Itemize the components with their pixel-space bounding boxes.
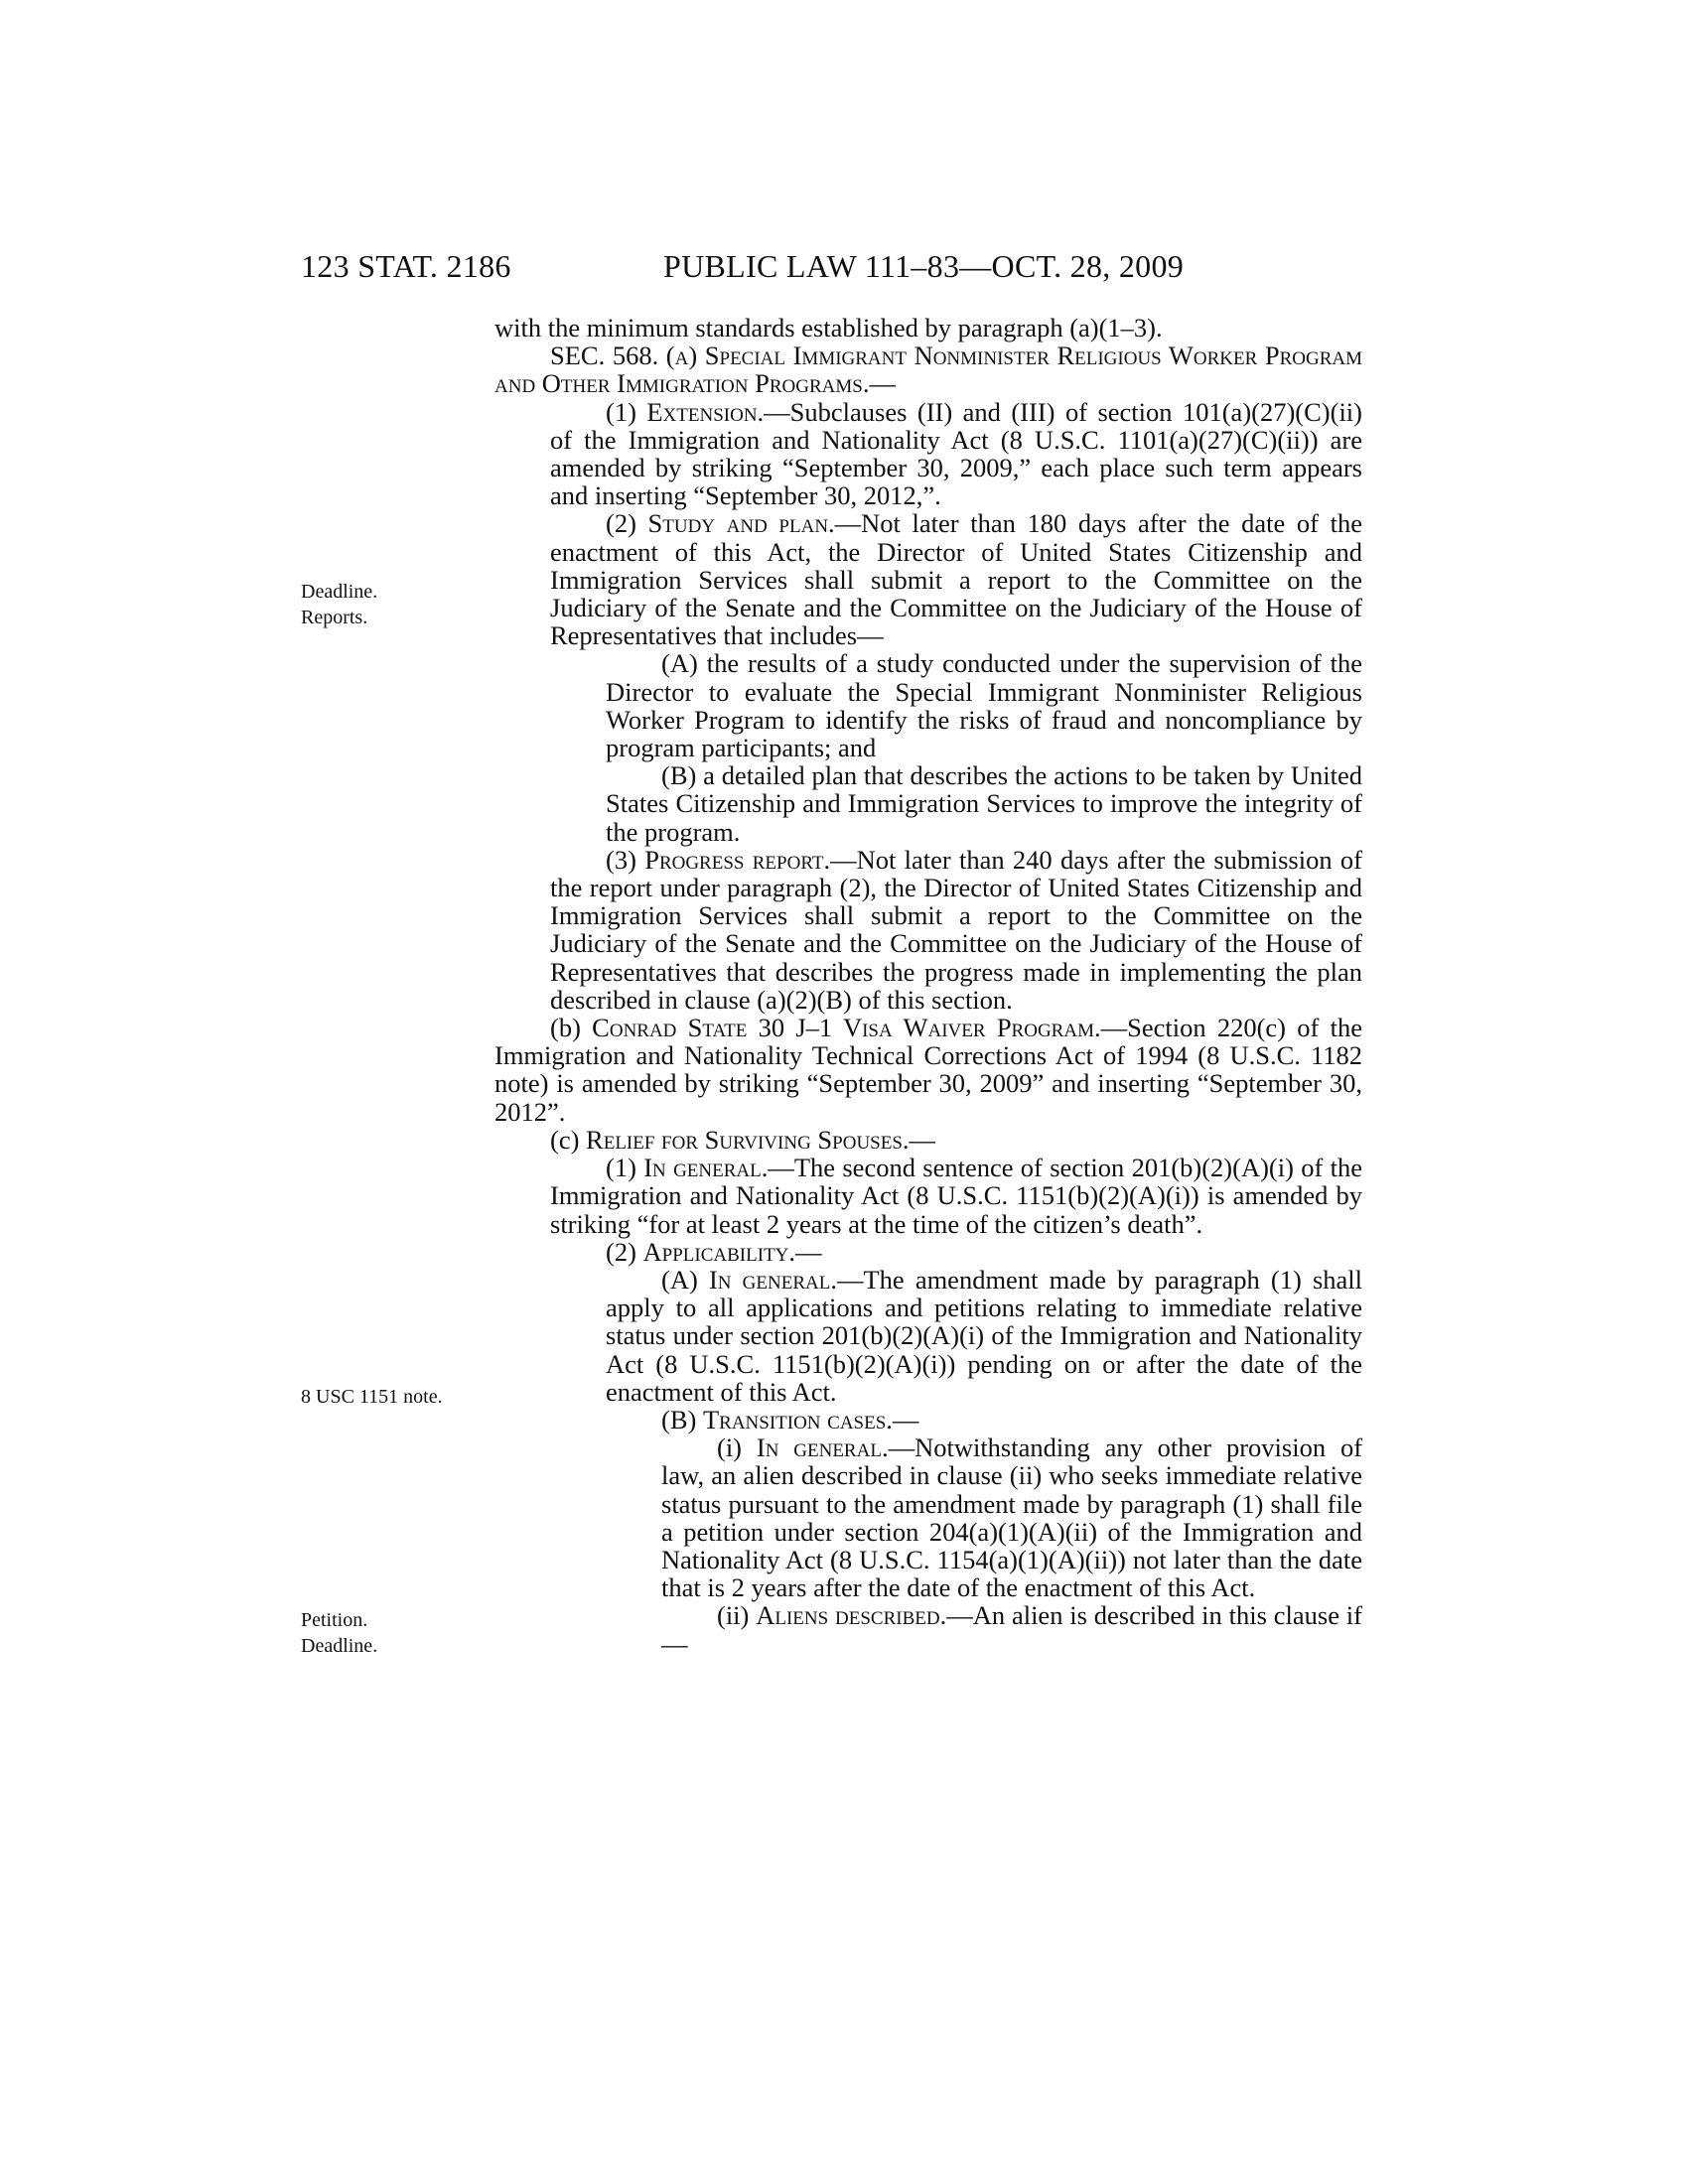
paragraph-c-2-B xyxy=(494,1406,1362,1433)
paragraph-a-2-B xyxy=(494,761,1362,846)
paragraph-heading: Conrad State 30 J–1 Visa Waiver Program xyxy=(592,1013,1094,1043)
paragraph-lead: (A) xyxy=(661,1264,709,1295)
paragraph-text: .— xyxy=(862,368,896,399)
paragraph-lead: (1) xyxy=(606,1153,644,1183)
margin-note-deadline: Deadline. xyxy=(301,581,378,603)
paragraph-text: .—Not later than 180 days after the date of the enactment of this Act, the Director of United States Citizenship and Immigration Services shall submit a report to the Committee on the Judiciary of the Senate and the Committee on the Judiciary of the House of Representatives that includes— xyxy=(550,508,1362,651)
paragraph-text: with the minimum standards established by paragraph (a)(1–3). xyxy=(494,313,1163,342)
paragraph-text: .— xyxy=(788,1236,822,1267)
paragraph-heading: Progress report xyxy=(644,844,824,875)
paragraph-c-2-B-ii xyxy=(494,1601,1362,1657)
paragraph-b xyxy=(494,1014,1362,1126)
margin-note-deadline-2: Deadline. xyxy=(301,1635,378,1657)
paragraph-a-3 xyxy=(494,846,1362,1014)
paragraph-text: .— xyxy=(902,1124,936,1155)
paragraph-a-2-A xyxy=(494,649,1362,761)
margin-note-usc: 8 USC 1151 note. xyxy=(301,1386,443,1408)
margin-note-reports: Reports. xyxy=(301,607,368,628)
paragraph-text: (B) a detailed plan that describes the actions to be taken by United States Citizenship and Immigration Services to improve the integrity of the program. xyxy=(606,760,1362,847)
paragraph-heading: In general xyxy=(643,1153,762,1183)
paragraph-c-2-B-i xyxy=(494,1433,1362,1601)
paragraph-continuation xyxy=(494,314,1362,341)
paragraph-lead: (ii) xyxy=(717,1600,757,1631)
paragraph-lead: (c) xyxy=(550,1124,587,1155)
paragraph-heading: In general xyxy=(708,1264,831,1295)
paragraph-text: .—Notwithstanding any other provision of law, an alien described in clause (ii) who seeks immediate relative status pursuant to the amendment made by paragraph (1) shall file a petition under section 204(a)(1)(A)(ii) of the Immigration and Nationality Act (8 U.S.C. 1154(a)(1)(A)(ii)) not later than the date that is 2 years after the date of the enactment of this Act. xyxy=(661,1433,1363,1603)
paragraph-lead: (B) xyxy=(661,1404,703,1434)
paragraph-text: .—Subclauses (II) and (III) of section 101(a)(27)(C)(ii) of the Immigration and Nationality Act (8 U.S.C. 1101(a)(27)(C)(ii)) are amended by striking “September 30, 2009,” each place such term appears and inserting “September 30, 2012,”. xyxy=(550,396,1362,511)
paragraph-lead: (2) xyxy=(606,1236,643,1267)
paragraph-a-1 xyxy=(494,398,1362,510)
paragraph-c-2 xyxy=(494,1238,1362,1266)
paragraph-lead: (i) xyxy=(717,1433,757,1463)
paragraph-lead: SEC. 568. (a) xyxy=(550,341,705,371)
paragraph-lead: (b) xyxy=(550,1013,593,1043)
paragraph-c-1 xyxy=(494,1154,1362,1238)
page-citation: 123 STAT. 2186 xyxy=(301,248,511,284)
paragraph-heading: Transition cases xyxy=(702,1404,887,1434)
paragraph-text: .—An alien is described in this clause if— xyxy=(661,1600,1362,1659)
paragraph-text: .—Section 220(c) of the Immigration and Nationality Technical Corrections Act of 1994 (8 U.S.C. 1182 note) is amended by striking “September 30, 2009” and inserting “September 30, 2012”. xyxy=(494,1013,1362,1127)
paragraph-lead: (2) xyxy=(606,508,648,539)
paragraph-heading: Relief for Surviving Spouses xyxy=(586,1124,903,1155)
paragraph-lead: (1) xyxy=(606,396,647,427)
margin-note-petition: Petition. xyxy=(301,1609,368,1631)
statute-body xyxy=(494,314,1362,1658)
paragraph-heading: Aliens described xyxy=(756,1600,940,1631)
paragraph-lead: (3) xyxy=(606,844,645,875)
paragraph-heading: In general xyxy=(756,1433,882,1463)
paragraph-text: .—The second sentence of section 201(b)(2)(A)(i) of the Immigration and Nationality Act (8 U.S.C. 1151(b)(2)(A)(i)) is amended by striking “for at least 2 years at the time of the citizen’s death”. xyxy=(550,1153,1362,1239)
page-title: PUBLIC LAW 111–83—OCT. 28, 2009 xyxy=(663,248,1185,284)
paragraph-text: .— xyxy=(886,1404,919,1434)
paragraph-heading: Extension xyxy=(646,396,758,427)
paragraph-heading: Applicability xyxy=(642,1236,789,1267)
paragraph-c-2-A xyxy=(494,1266,1362,1406)
paragraph-text: .—The amendment made by paragraph (1) shall apply to all applications and petitions relating to immediate relative status under section 201(b)(2)(A)(i) of the Immigration and Nationality Act (8 U.S.C. 1151(b)(2)(A)(i)) pending on or after the date of the enactment of this Act. xyxy=(606,1264,1363,1407)
paragraph-sec-568-a xyxy=(494,341,1362,397)
paragraph-heading: Study and plan xyxy=(647,508,829,539)
paragraph-text: (A) the results of a study conducted under the supervision of the Director to evaluate the Special Immigrant Nonminister Religious Worker Program to identify the risks of fraud and noncompliance by program participants; and xyxy=(606,648,1362,763)
paragraph-text: .—Not later than 240 days after the submission of the report under paragraph (2), the Director of United States Citizenship and Immigration Services shall submit a report to the Committee on the Judiciary of the Senate and the Committee on the Judiciary of the House of Representatives that describes the progress made in implementing the plan described in clause (a)(2)(B) of this section. xyxy=(550,844,1362,1015)
paragraph-heading: Special Immigrant Nonminister Religious Worker Program and Other Immigration Programs xyxy=(494,341,1362,399)
paragraph-a-2 xyxy=(494,509,1362,649)
paragraph-c xyxy=(494,1126,1362,1154)
